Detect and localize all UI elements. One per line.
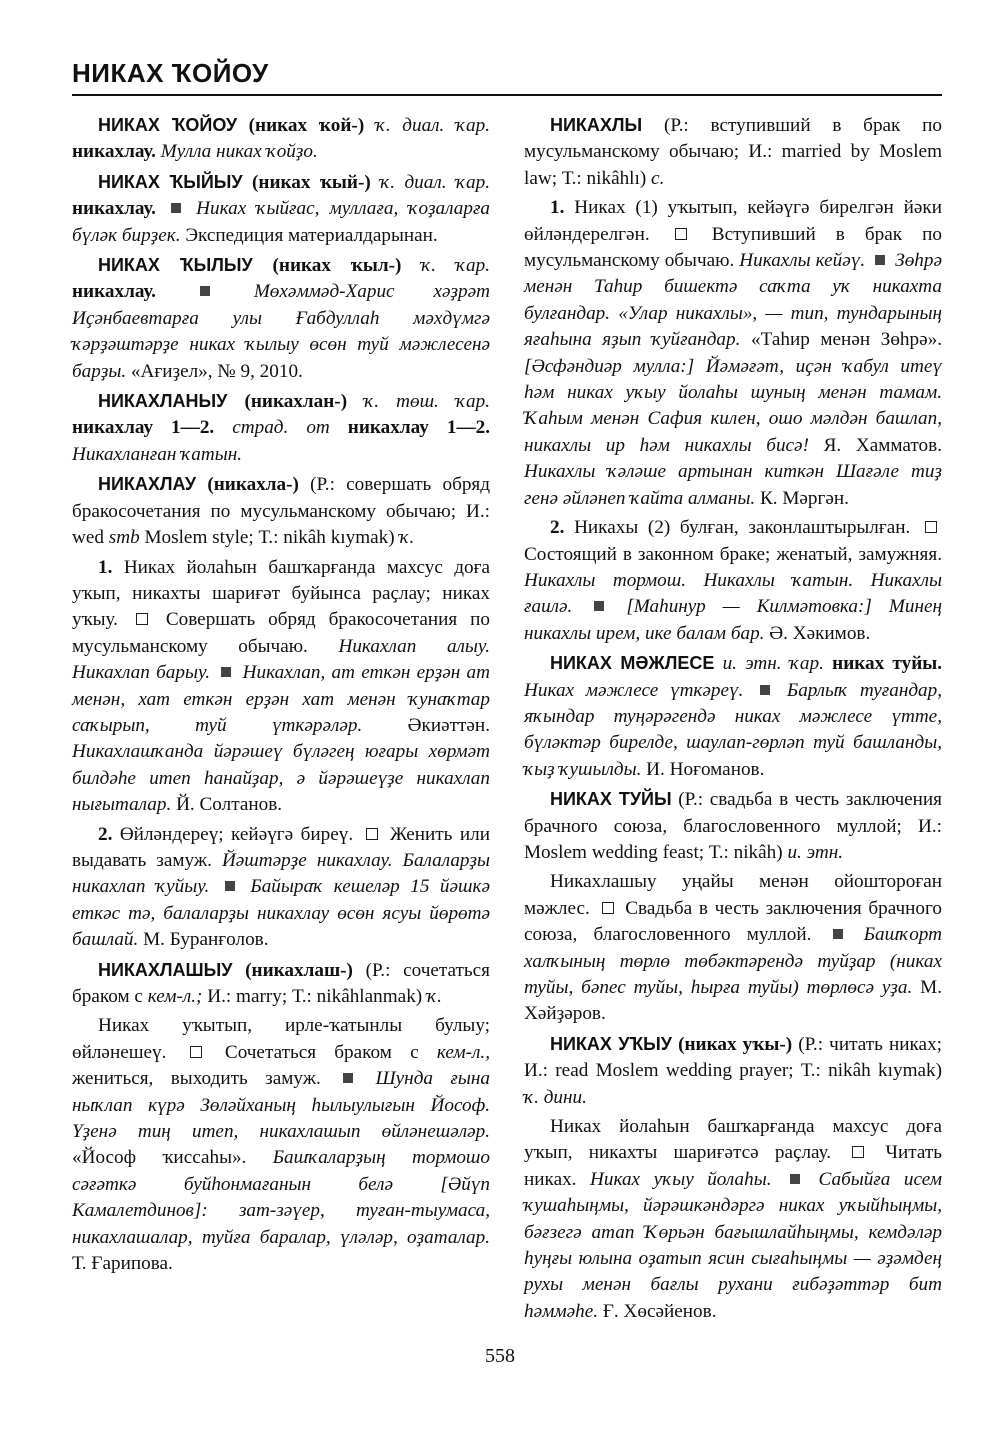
entry-nikahlanyu xyxy=(72,388,490,468)
entry-source: Экспедиция материалдарынан. xyxy=(185,224,438,246)
entry-nikah-ukyu-sense xyxy=(524,1114,942,1325)
entry-translation-kem: кем-л.; xyxy=(147,986,203,1007)
entry-example: Никах мәжлесе үткәреү. xyxy=(524,679,744,701)
entry-headword: НИКАХ ТУЙЫ xyxy=(550,789,672,810)
entry-nikah-koyou xyxy=(72,112,490,166)
sense-example: Байыраҡ кешеләр 15 йәшкә еткәс тә, балаларҙы никахлау өсөн ясуы йөрөтә башлай. xyxy=(72,876,491,951)
entry-source: И. Ноғоманов. xyxy=(646,758,765,780)
sense-example: Зөһрә менән Таһир бишектә саҡта уҡ никахта булғандар. «Улар никахлы», — тип, тундарының яғаһына яҙып ҡуйғандар. xyxy=(524,250,942,351)
sense-example: [Әсфәндиәр мулла:] Йәмәғәт, иҫән ҡабул итеү һәм никах уҡыу йолаһы шуның менән тамам. Ҡаһым менән Сафия килен, ошо мәлдән башлап, никахлы ир һәм никахлы бисә! xyxy=(524,355,942,456)
entry-headword: НИКАХ ҠОЙОУ xyxy=(98,115,238,135)
russian-box-icon xyxy=(136,613,148,625)
example-square-icon xyxy=(594,601,604,611)
sense-russian: Свадьба в честь заключения брачного союза, благословенного муллой. xyxy=(524,897,943,946)
sense-source: К. Мәргән. xyxy=(759,487,849,509)
entry-reference: никахлау. xyxy=(72,281,156,303)
example-square-icon xyxy=(343,1073,353,1083)
entry-headword: НИКАХЛЫ xyxy=(550,115,643,135)
sense-example: Никахлы тормош. Никахлы ҡатын. Никахлы ғаилә. xyxy=(524,569,942,618)
entry-nikah-tuyy-sense xyxy=(524,869,942,1027)
sense-russian: Читать никах. xyxy=(524,1142,943,1190)
entry-headword: НИКАХЛАНЫУ xyxy=(98,391,228,412)
entry-form: (никах ҡый-) xyxy=(252,171,371,193)
russian-box-icon xyxy=(602,902,614,914)
sense-source: Ғ. Хөсәйенов. xyxy=(602,1300,717,1322)
sense-1 xyxy=(524,195,942,512)
entry-headword: НИКАХЛАШЫУ xyxy=(98,959,233,980)
entry-nikahlashyu-sense xyxy=(72,1013,490,1277)
sense-definition: Никахы (2) булған, законлаштырылған. xyxy=(574,517,911,539)
entry-gram: ҡ. xyxy=(426,986,442,1007)
example-square-icon xyxy=(171,203,181,213)
sense-example: Никахлы кейәү. xyxy=(739,250,866,272)
sense-example: Башҡаларҙың тормошо сәғәткә буйһонмағанын белә [Әйүп Камалетдинов]: зат-зәүер, туған-тыумаса, никахлашалар, туйға баралар, үләләр, оҙаталар. xyxy=(72,1147,490,1248)
entry-headword: НИКАХ УҠЫУ xyxy=(550,1033,672,1054)
sense-russian: Состоящий в законном браке; женатый, замужняя. xyxy=(524,543,942,565)
entry-gram: ҡ. ҡар. xyxy=(421,255,490,277)
example-square-icon xyxy=(760,685,770,695)
entry-form: (никахлан-) xyxy=(244,391,348,413)
entry-translation-smb: smb xyxy=(108,527,140,549)
sense-number: 2. xyxy=(98,823,113,845)
entry-form: (никах ҡой-) xyxy=(248,115,365,136)
entry-reference: никахлау. xyxy=(72,198,156,220)
entry-gram: ҡ. дини. xyxy=(524,1086,587,1108)
entry-headword: НИКАХ МӘЖЛЕСЕ xyxy=(550,653,715,674)
entry-reference: никахлау 1—2. xyxy=(347,417,491,439)
sense-russian: Вступивший в брак по мусульманскому обычаю. xyxy=(524,223,942,272)
entry-translation: (Р.: сочетаться браком с xyxy=(72,959,491,1007)
entry-reference: никахлау 1—2. xyxy=(72,417,215,439)
sense-1 xyxy=(72,555,490,819)
entry-gram: ҡ. xyxy=(399,527,415,549)
sense-example: Шунда ғына ныҡлап күрә Зөләйханың һылыулығын Йософ. Үҙенә тиң итеп, никахлашып өйләнешәләр. xyxy=(72,1068,491,1143)
sense-number: 1. xyxy=(98,556,113,578)
sense-example: Никахлы ҡәләше артынан киткән Шағәле тиҙ генә әйләнеп ҡайта алманы. xyxy=(524,461,942,509)
sense-example: Никахлап, ат еткән ерҙән ат менән, хат еткән ерҙән хат менән ҡунаҡтар саҡырып, туй үткәрәләр. xyxy=(72,662,491,736)
entry-reference: никахлау. xyxy=(72,141,156,163)
page-number: 558 xyxy=(485,1345,515,1367)
entry-headword: НИКАХ ҠЫЙЫУ xyxy=(98,171,243,192)
entry-translation: (Р.: вступивший в брак по мусульманскому обычаю; И.: married by Moslem law; Т.: nikâhlı) xyxy=(524,115,942,189)
entry-gram: страд. от xyxy=(232,417,330,439)
sense-number: 1. xyxy=(550,197,565,219)
entry-example: Мөхәммәд-Харис хәҙрәт Иҫәнбаевтарға улы Ғабдуллаһ мәхдүмгә ҡәрҙәштәрҙе никах ҡылыу өсөн туй мәжлесенә барҙы. xyxy=(72,281,490,382)
sense-source: Т. Ғарипова. xyxy=(72,1253,173,1275)
sense-definition: Никах йолаһын башҡарғанда махсус доға уҡып, никахты шариғәтсә раҫлау. xyxy=(524,1116,942,1164)
sense-example: Йәштәрҙе никахлау. Балаларҙы никахлап ҡуйыу. xyxy=(72,849,491,898)
russian-box-icon xyxy=(925,521,937,533)
entry-nikahlashyu xyxy=(72,957,490,1011)
sense-definition: Никах йолаһын башҡарғанда махсус доға уҡып, никахты шариғәт буйынса раҫлау; никах уҡыу. xyxy=(72,556,490,631)
entry-nikah-kylyu xyxy=(72,252,490,385)
sense-definition: Никах (1) уҡытып, кейәүгә бирелгән йәки өйләндерелгән. xyxy=(524,197,943,245)
russian-box-icon xyxy=(852,1146,864,1158)
sense-example: Никахлап алыу. Никахлап барыу. xyxy=(72,635,491,684)
entry-translation: (Р.: свадьба в честь заключения брачного союза, благословенного муллой; И.: Moslem wedding feast; Т.: nikâh) xyxy=(524,789,942,863)
example-square-icon xyxy=(875,255,885,265)
russian-box-icon xyxy=(675,228,687,240)
entry-form: (никах уҡы-) xyxy=(678,1033,793,1055)
sense-definition: Никахлашыу уңайы менән ойоштороған мәжлес. xyxy=(524,871,942,919)
entry-example: Никахланған ҡатын. xyxy=(72,443,243,465)
entry-nikah-ukyu xyxy=(524,1031,942,1111)
entry-nikah-tuyy xyxy=(524,786,942,866)
sense-number: 2. xyxy=(550,517,565,539)
entry-source: «Ағиҙел», № 9, 2010. xyxy=(130,360,303,382)
sense-source: Й. Солтанов. xyxy=(176,794,283,816)
example-square-icon xyxy=(225,881,235,891)
sense-source: «Йософ ҡиссаһы». xyxy=(72,1147,247,1169)
entry-nikahlau xyxy=(72,471,490,551)
entry-nikah-mazhlese xyxy=(524,650,942,783)
sense-example: [Маһинур — Килмәтовка:] Минең никахлы ирем, ике балам бар. xyxy=(524,596,942,644)
russian-box-icon xyxy=(190,1046,202,1058)
header-rule xyxy=(72,94,942,96)
entry-gram: и. этн. xyxy=(787,841,844,863)
sense-example: Никахлашҡанда йәрәшеү бүләгең юғары хөрмәт билдәһе итеп һанайҙар, ә йәрәшеүҙе никахлап нығыталар. xyxy=(72,741,490,816)
entry-translation: (Р.: читать никах; И.: read Moslem wedding prayer; Т.: nikâh kıymak) xyxy=(524,1033,943,1082)
sense-russian: Сочетаться браком с xyxy=(224,1041,419,1063)
sense-definition: Никах уҡытып, ирле-ҡатынлы булыу; өйләнешеү. xyxy=(72,1015,490,1063)
entry-gram: с. xyxy=(651,167,665,189)
entry-gram: и. этн. ҡар. xyxy=(722,653,824,675)
entry-form: (никахлаш-) xyxy=(245,959,353,981)
right-column xyxy=(524,112,942,1328)
sense-example: Сабыйға исем ҡушаһыңмы, йәрәшкәндәргә никах уҡыйһыңмы, бәғзегә атап Ҡөрьән бағышлайһыңмы, кемдәләр һуңғы юлына оҙатып ясин сығаһыңмы — әҙәмдең рухы менән бағлы рухани ғибәҙәттәр бит һәммәһе. xyxy=(524,1168,943,1322)
sense-source: М. Хәйҙәров. xyxy=(524,977,942,1025)
sense-source: Әкиәттән. xyxy=(407,714,490,736)
entry-gram: ҡ. диал. ҡар. xyxy=(375,115,491,136)
russian-box-icon xyxy=(366,828,378,840)
sense-russian-kem: кем-л., xyxy=(436,1041,491,1063)
sense-russian: Совершать обряд бракосочетания по мусульманскому обычаю. xyxy=(72,609,490,657)
entry-form: (никахла-) xyxy=(207,474,299,496)
left-column xyxy=(72,112,490,1280)
entry-reference: никах туйы. xyxy=(832,653,943,675)
sense-russian: жениться, выходить замуж. xyxy=(72,1068,321,1090)
entry-gram: ҡ. төш. ҡар. xyxy=(364,391,491,413)
example-square-icon xyxy=(833,929,843,939)
entry-form: (никах ҡыл-) xyxy=(272,255,402,277)
entry-nikah-kyyyu xyxy=(72,169,490,249)
example-square-icon xyxy=(790,1174,800,1184)
sense-2 xyxy=(72,822,490,954)
entry-example: Барлыҡ туғандар, яҡындар туңәрәгендә никах мәжлесе үтте, бүләктәр бирелде, шаулап-гөрләп туй башланды, ҡыҙ ҡушылды. xyxy=(524,679,943,780)
entry-translation: (Р.: совершать обряд бракосочетания по мусульманскому обычаю; И.: wed xyxy=(72,474,491,549)
entry-nikahly xyxy=(524,112,942,192)
sense-source: «Таһир менән Зөһрә». xyxy=(751,329,943,351)
sense-source: Я. Хамматов. xyxy=(823,434,942,456)
entry-gram: ҡ. диал. ҡар. xyxy=(380,171,491,193)
entry-headword: НИКАХ ҠЫЛЫУ xyxy=(98,255,253,276)
sense-russian: Женить или выдавать замуж. xyxy=(72,823,490,871)
entry-example: Мулла никах ҡойҙо. xyxy=(160,141,318,163)
sense-2 xyxy=(524,515,942,647)
entry-translation: Moslem style; Т.: nikâh kıymak) xyxy=(144,527,395,549)
sense-definition: Өйләндереү; кейәүгә биреү. xyxy=(119,823,354,845)
example-square-icon xyxy=(200,286,210,296)
entry-headword: НИКАХЛАУ xyxy=(98,474,197,495)
sense-source: Ә. Хәкимов. xyxy=(769,622,871,644)
running-head: НИКАХ ҠОЙОУ xyxy=(72,58,269,88)
entry-translation: И.: marry; Т.: nikâhlanmak) xyxy=(207,986,423,1007)
sense-source: М. Буранғолов. xyxy=(143,929,269,951)
example-square-icon xyxy=(221,667,231,677)
sense-example: Никах уҡыу йолаһы. xyxy=(590,1168,772,1190)
sense-example: Башҡорт халҡының төрлө төбәктәрендә туйҙар (никах туйы, бәпес туйы, һырға туйы) төрлөсә уҙа. xyxy=(524,924,943,998)
entry-example: Никах ҡыйғас, муллаға, ҡоҙаларға бүләк бирҙек. xyxy=(72,198,491,246)
